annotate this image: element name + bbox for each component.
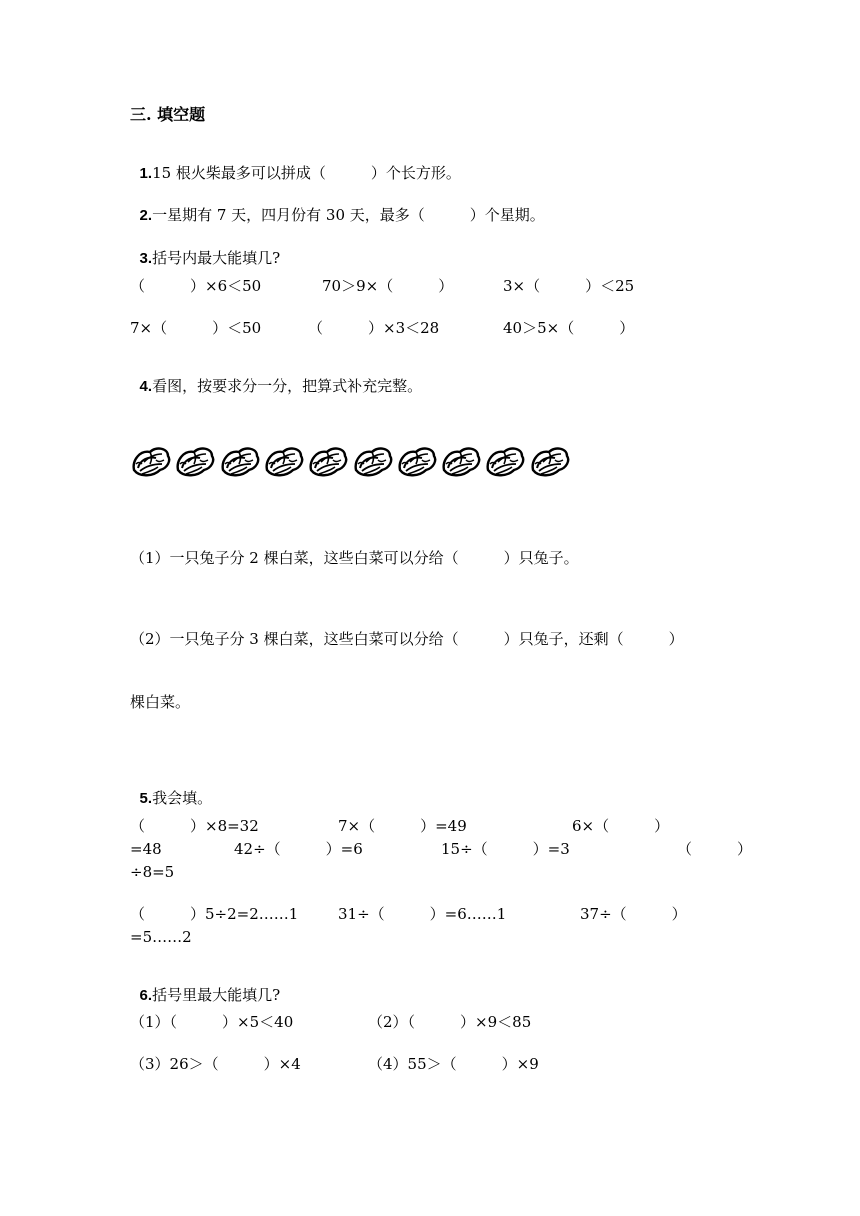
q3-item: （ ）×3＜28	[308, 319, 440, 337]
cabbage-icon	[484, 440, 526, 482]
cabbage-icon	[352, 440, 394, 482]
cabbage-icon	[307, 440, 349, 482]
q4-sub-1: （1）一只兔子分 2 棵白菜，这些白菜可以分给（ ）只兔子。	[130, 549, 579, 567]
question-5	[130, 776, 212, 806]
cabbage-picture	[130, 440, 570, 488]
q5-item: ÷8=5	[130, 863, 175, 881]
cabbage-icon	[263, 440, 305, 482]
q3-item: （ ）×6＜50	[130, 277, 262, 295]
q3-item: 40＞5×（ ）	[503, 319, 635, 337]
q5-item: =48	[130, 840, 162, 858]
cabbage-icon	[130, 440, 172, 482]
q3-item: 3×（ ）＜25	[503, 277, 635, 295]
question-6	[130, 973, 280, 1003]
q6-item: （4）55＞（ ）×9	[368, 1055, 539, 1073]
question-number: 1.	[139, 165, 153, 182]
q5-item: （ ）5÷2=2……1	[130, 905, 299, 923]
q5-item: 15÷（ ）=3	[441, 840, 570, 858]
question-text: 15 根火柴最多可以拼成（ ）个长方形。	[152, 164, 461, 182]
question-number: 3.	[139, 250, 153, 267]
section-title: 三. 填空题	[130, 105, 206, 124]
question-number: 5.	[139, 790, 153, 807]
question-4	[130, 364, 422, 394]
cabbage-icon	[219, 440, 261, 482]
q3-item: 7×（ ）＜50	[130, 319, 262, 337]
q6-item: （3）26＞（ ）×4	[130, 1055, 301, 1073]
q5-item: 31÷（ ）=6……1	[338, 905, 507, 923]
cabbage-icon	[440, 440, 482, 482]
question-text: 我会填。	[152, 789, 213, 807]
q5-item: （ ）×8=32	[130, 817, 259, 835]
q5-item: 6×（ ）	[572, 817, 670, 835]
question-number: 4.	[139, 378, 153, 395]
question-text: 看图，按要求分一分，把算式补充完整。	[152, 377, 423, 395]
question-1	[130, 151, 461, 181]
q5-item: 42÷（ ）=6	[234, 840, 363, 858]
question-number: 6.	[139, 987, 153, 1004]
q3-item: 70＞9×（ ）	[322, 277, 454, 295]
question-2	[130, 193, 545, 223]
cabbage-icon	[396, 440, 438, 482]
q5-item: 37÷（ ）	[580, 905, 687, 923]
q5-item: 7×（ ）=49	[338, 817, 467, 835]
cabbage-icon	[174, 440, 216, 482]
question-text: 括号里最大能填几?	[152, 986, 281, 1004]
question-number: 2.	[139, 207, 153, 224]
q5-item: =5……2	[130, 928, 192, 946]
q5-item: （ ）	[677, 840, 753, 858]
q4-sub-2: （2）一只兔子分 3 棵白菜，这些白菜可以分给（ ）只兔子，还剩（ ）	[130, 630, 684, 648]
q4-sub-2-cont: 棵白菜。	[130, 693, 191, 711]
cabbage-icon	[529, 440, 571, 482]
q6-item: （2）（ ）×9＜85	[368, 1013, 532, 1031]
question-text: 括号内最大能填几?	[152, 249, 281, 267]
question-text: 一星期有 7 天，四月份有 30 天，最多（ ）个星期。	[152, 206, 545, 224]
question-3	[130, 236, 280, 266]
q6-item: （1）（ ）×5＜40	[130, 1013, 294, 1031]
